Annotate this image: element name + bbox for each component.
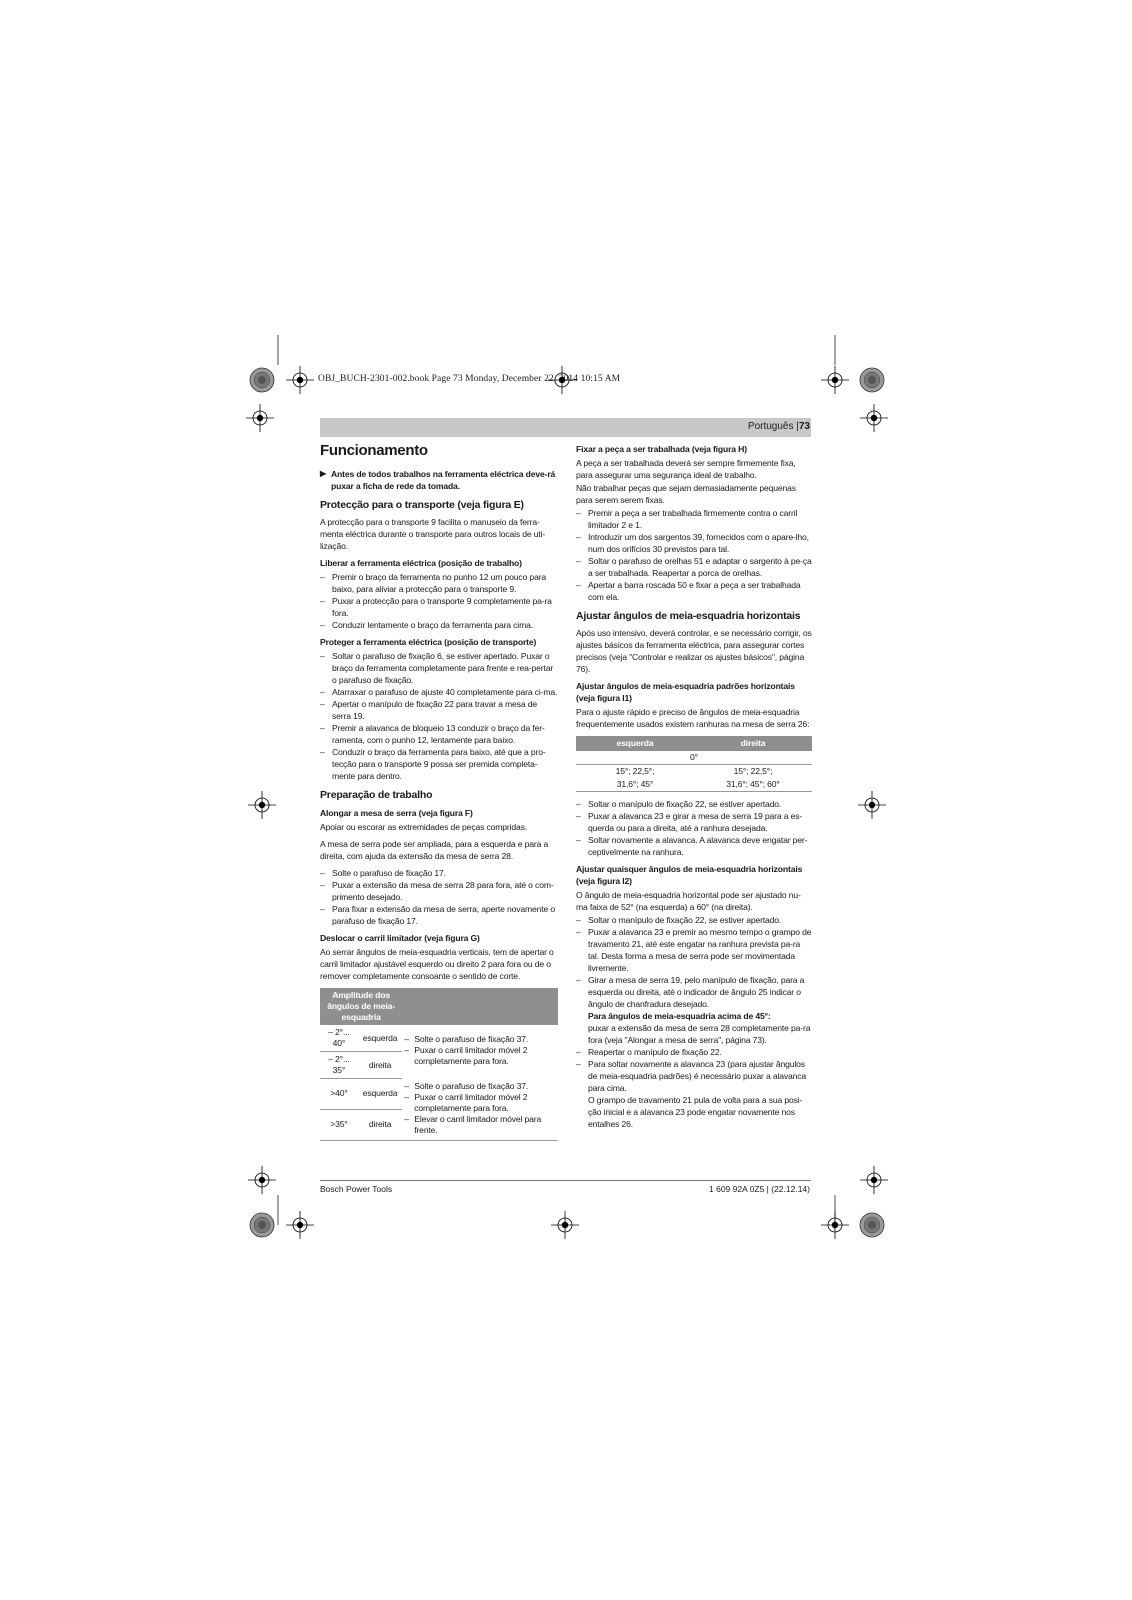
table-cell: – 2°... 35° (320, 1052, 358, 1079)
note-45-text: puxar a extensão da mesa de serra 28 completamente pa-ra fora (veja "Alongar a mesa de serra", página 73). (588, 1023, 811, 1045)
paragraph: Apoiar ou escorar as extremidades de peças compridas. (320, 822, 528, 832)
table-cell: 15°; 22,5°; (615, 766, 655, 776)
list-any-steps (576, 914, 812, 1130)
list-item: – Soltar novamente a alavanca. A alavanca deve engatar per-ceptivelmente na ranhura. (576, 834, 812, 858)
list-item: – Reapertar o manípulo de fixação 22. (576, 1046, 812, 1058)
paragraph: O ângulo de meia-esquadria horizontal pode ser ajustado nu-ma faixa de 52° (na esquerda) a 60° (na direita). (576, 890, 801, 912)
list-item-text: Girar a mesa de serra 19, pelo manípulo de fixação, para a esquerda ou direita, até o indicador de ângulo 25 indicar o ângulo de chanfradura desejado. (588, 975, 805, 1009)
paragraph: Após uso intensivo, deverá controlar, e se necessário corrigir, os ajustes básicos da ferramenta eléctrica, para assegurar cortes precisos (veja "Controlar e realizar os ajustes básicos", página 76). (576, 628, 812, 674)
table-cell-center: 0° (576, 751, 812, 765)
page-number: 73 (798, 421, 810, 432)
footer-rule (320, 1180, 811, 1181)
table-cell: 31,6°; 45°; 60° (694, 778, 812, 792)
section-title-funcionamento: Funcionamento (320, 442, 428, 459)
subheading-release-tool: Liberar a ferramenta eléctrica (posição de trabalho) (320, 558, 522, 568)
list-item: – Conduzir o braço da ferramenta para baixo, até que a pro-tecção para o transporte 9 possa ser premida completa-mente para dentro. (320, 746, 558, 782)
file-info: OBJ_BUCH-2301-002.book Page 73 Monday, December 22, 2014 10:15 AM (318, 374, 621, 384)
list-item (576, 974, 812, 1046)
list-item: – Solte o parafuso de fixação 17. (320, 867, 558, 879)
list-item: – Elevar o carril limitador móvel para frente. (404, 1114, 556, 1136)
list-item: – Soltar o manípulo de fixação 22, se estiver apertado. (576, 914, 812, 926)
paragraph: A mesa de serra pode ser ampliada, para a esquerda e para a direita, com ajuda da extensão da mesa de serra 28. (320, 839, 549, 861)
list-item (576, 1058, 812, 1130)
warning-text: Antes de todos trabalhos na ferramenta eléctrica deve-rá puxar a ficha de rede da tomada. (331, 469, 556, 491)
paragraph: Não trabalhar peças que sejam demasiadamente pequenas para serem serem fixas. (576, 483, 796, 505)
standard-angles-table (576, 736, 812, 792)
list-standard-steps (576, 798, 812, 858)
miter-range-table (320, 988, 558, 1141)
subheading-extend-table: Alongar a mesa de serra (veja figura F) (320, 808, 473, 818)
list-item: – Soltar o parafuso de orelhas 51 e adaptar o sargento à pe-ça a ser trabalhada. Reapertar a porca de orelhas. (576, 555, 812, 579)
subheading-standard-miter: Ajustar ângulos de meia-esquadria padrões horizontais (veja figura I1) (576, 681, 795, 703)
table-cell: esquerda (358, 1025, 402, 1052)
list-item: – Puxar a alavanca 23 e premir ao mesmo tempo o grampo de travamento 21, até este engatar na ranhura prevista pa-ra tal. Desta forma a mesa de serra pode ser movimentada livremente. (576, 926, 812, 974)
list-item-text: Para soltar novamente a alavanca 23 (para ajustar ângulos de meia-esquadria padrões) é necessário puxar a alavanca para cima. (588, 1059, 807, 1093)
table-header-left: esquerda (576, 736, 694, 751)
table-cell: >40° (320, 1079, 358, 1110)
table-cell: 31,6°; 45° (576, 778, 694, 792)
list-item: – Soltar o manípulo de fixação 22, se estiver apertado. (576, 798, 812, 810)
list-item: – Puxar a extensão da mesa de serra 28 para fora, até o com-primento desejado. (320, 879, 558, 903)
subheading-fix-workpiece: Fixar a peça a ser trabalhada (veja figura H) (576, 444, 747, 454)
table-cell: 15°; 22,5°; (733, 766, 773, 776)
list-extend-steps (320, 867, 558, 927)
heading-horizontal-miter: Ajustar ângulos de meia-esquadria horizontais (576, 610, 801, 622)
list-item: – Puxar a protecção para o transporte 9 completamente pa-ra fora. (320, 595, 558, 619)
paragraph: Para o ajuste rápido e preciso de ângulos de meia-esquadria frequentemente usados existem ranhuras na mesa de serra 26: (576, 707, 810, 729)
table-cell: esquerda (358, 1079, 402, 1110)
footer-code: 1 609 92A 0Z5 | (22.12.14) (709, 1184, 810, 1194)
paragraph: A peça a ser trabalhada deverá ser sempre firmemente fixa, para assegurar uma segurança ideal de trabalho. (576, 458, 796, 480)
table-cell: >35° (320, 1109, 358, 1140)
list-item: – Para fixar a extensão da mesa de serra, aperte novamente o parafuso de fixação 17. (320, 903, 558, 927)
list-item: – Apertar a barra roscada 50 e fixar a peça a ser trabalhada com ela. (576, 579, 812, 603)
list-item: – Conduzir lentamente o braço da ferramenta para cima. (320, 619, 558, 631)
table-header: Amplitude dos ângulos de meia-esquadria (320, 988, 402, 1025)
list-item: – Soltar o parafuso de fixação 6, se estiver apertado. Puxar o braço da ferramenta completamente para frente e rea-pertar o parafuso de fixação. (320, 650, 558, 686)
list-item: – Premir a peça a ser trabalhada firmemente contra o carril limitador 2 e 1. (576, 507, 812, 531)
subheading-protect-tool: Proteger a ferramenta eléctrica (posição de transporte) (320, 637, 537, 647)
list-item: – Premir a alavanca de bloqueio 13 conduzir o braço da fer-ramenta, com o punho 12, lentamente para baixo. (320, 722, 558, 746)
warning-note (320, 468, 558, 492)
subheading-move-fence: Deslocar o carril limitador (veja figura G) (320, 933, 480, 943)
list-item: – Solte o parafuso de fixação 37. (404, 1081, 556, 1092)
subheading-any-miter: Ajustar quaisquer ângulos de meia-esquadria horizontais (veja figura I2) (576, 864, 803, 886)
list-item: – Puxar a alavanca 23 e girar a mesa de serra 19 para a es-querda ou para a direita, até a ranhura desejada. (576, 810, 812, 834)
paragraph: A protecção para o transporte 9 facilita o manuseio da ferra-menta eléctrica durante o transporte para outros locais de uti-lização. (320, 517, 546, 551)
list-item: – Puxar o carril limitador móvel 2 completamente para fora. (404, 1092, 556, 1114)
heading-transport-protection: Protecção para o transporte (veja figura E) (320, 499, 524, 511)
table-header-right: direita (694, 736, 812, 751)
right-column (576, 443, 812, 1132)
heading-work-preparation: Preparação de trabalho (320, 789, 433, 801)
list-release-steps (320, 571, 558, 631)
table-cell-actions (402, 1079, 558, 1141)
table-header-blank (402, 988, 558, 1025)
list-item: – Introduzir um dos sargentos 39, fornecidos com o apare-lho, num dos orifícios 30 previstos para tal. (576, 531, 812, 555)
table-cell: direita (358, 1052, 402, 1079)
paragraph: Ao serrar ângulos de meia-esquadria verticais, tem de apertar o carril limitador ajustável esquerdo ou direito 2 para fora ou de o remover completamente consoante o sentido de corte. (320, 947, 554, 981)
list-item: – Puxar o carril limitador móvel 2 completamente para fora. (404, 1045, 556, 1067)
table-cell: – 2°... 40° (320, 1025, 358, 1052)
list-item-text: O grampo de travamento 21 pula de volta para a sua posi-ção inicial e a alavanca 23 pode engatar novamente nos entalhes 26. (588, 1095, 803, 1129)
triangle-bullet-icon: ▶ (320, 469, 327, 478)
list-item: – Atarraxar o parafuso de ajuste 40 completamente para ci-ma. (320, 686, 558, 698)
list-item: – Premir o braço da ferramenta no punho 12 um pouco para baixo, para aliviar a protecção para o transporte 9. (320, 571, 558, 595)
list-item: – Apertar o manípulo de fixação 22 para travar a mesa de serra 19. (320, 698, 558, 722)
header-language: Português | (747, 421, 799, 432)
note-45-title: Para ângulos de meia-esquadria acima de 45°: (588, 1011, 771, 1021)
table-cell: direita (358, 1109, 402, 1140)
page-header (748, 421, 810, 432)
list-item: – Solte o parafuso de fixação 37. (404, 1034, 556, 1045)
header-band (320, 418, 811, 437)
list-protect-steps (320, 650, 558, 782)
left-column (320, 440, 558, 1141)
list-fix-steps (576, 507, 812, 603)
table-cell-actions (402, 1025, 558, 1079)
footer-brand: Bosch Power Tools (320, 1184, 393, 1194)
